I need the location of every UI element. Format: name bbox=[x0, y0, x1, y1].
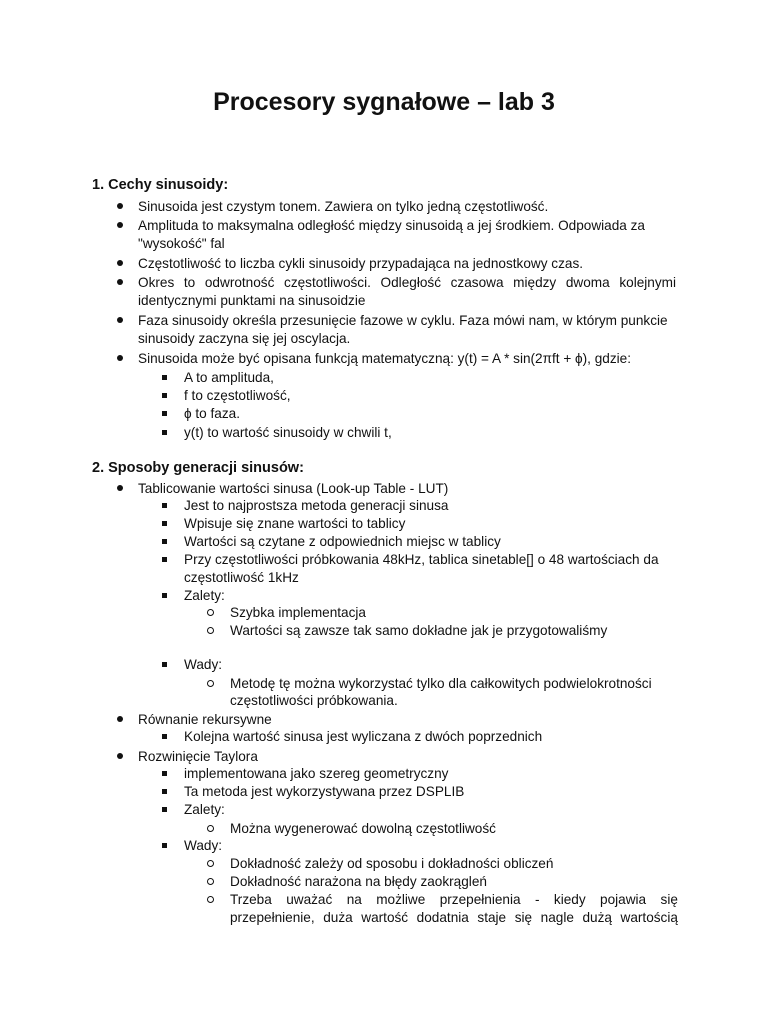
word: kiedy bbox=[553, 892, 586, 907]
bullet-dot bbox=[117, 279, 123, 285]
word: się bbox=[514, 910, 533, 925]
bullet-dot bbox=[117, 317, 123, 323]
sub-sub-list-item-justified bbox=[230, 891, 678, 908]
sub-list-item: Jest to najprostsza metoda generacji sinusa bbox=[184, 498, 449, 513]
sub-list-item: f to częstotliwość, bbox=[184, 388, 291, 403]
bullet-dot bbox=[117, 753, 123, 759]
sub-sub-list-item: Szybka implementacja bbox=[230, 605, 366, 620]
word: duża bbox=[323, 910, 353, 925]
list-item: Sinusoida może być opisana funkcją matematyczną: y(t) = A * sin(2πft + ϕ), gdzie: bbox=[138, 351, 632, 366]
bullet-square bbox=[162, 789, 167, 794]
bullet-square bbox=[162, 430, 167, 435]
sub-list-item: implementowana jako szereg geometryczny bbox=[184, 766, 449, 781]
bullet-circle bbox=[207, 878, 214, 885]
word: Trzeba bbox=[230, 892, 272, 907]
list-item: Amplituda to maksymalna odległość między sinusoidą a jej środkiem. Odpowiada za bbox=[138, 218, 645, 233]
bullet-square bbox=[162, 734, 167, 739]
section-heading-cechy: 1. Cechy sinusoidy: bbox=[92, 177, 229, 193]
list-item-continuation: sinusoidy zaczyna się jej oscylacja. bbox=[138, 331, 351, 346]
sub-list-item: Zalety: bbox=[184, 588, 225, 603]
bullet-dot bbox=[117, 260, 123, 266]
sub-sub-list-item: Dokładność narażona na błędy zaokrągleń bbox=[230, 874, 487, 889]
bullet-square bbox=[162, 411, 167, 416]
sub-list-item: Kolejna wartość sinusa jest wyliczana z dwóch poprzednich bbox=[184, 729, 543, 744]
bullet-square bbox=[162, 843, 167, 848]
sub-list-item-continuation: częstotliwość 1kHz bbox=[184, 570, 299, 585]
sub-sub-list-item: Metodę tę można wykorzystać tylko dla całkowitych podwielokrotności bbox=[230, 676, 652, 691]
bullet-dot bbox=[117, 222, 123, 228]
sub-list-item: Ta metoda jest wykorzystywana przez DSPLIB bbox=[184, 784, 465, 799]
sub-list-item: Wady: bbox=[184, 657, 223, 672]
sub-list-item: Wpisuje się znane wartości to tablicy bbox=[184, 516, 406, 531]
word: dużą bbox=[582, 910, 612, 925]
sub-list-item: ϕ to faza. bbox=[184, 406, 240, 421]
bullet-square bbox=[162, 662, 167, 667]
document-title: Procesory sygnałowe – lab 3 bbox=[213, 88, 555, 116]
list-item-justified: Okres to odwrotność częstotliwości. Odległość czasowa między dwoma kolejnymi bbox=[138, 275, 676, 290]
sub-list-item: Wady: bbox=[184, 838, 223, 853]
word: nagle bbox=[540, 910, 574, 925]
word: przepełnienie, bbox=[230, 910, 315, 925]
word: możliwe bbox=[376, 892, 426, 907]
sub-list-item: A to amplituda, bbox=[184, 370, 274, 385]
word: na bbox=[346, 892, 362, 907]
list-item: Sinusoida jest czystym tonem. Zawiera on tylko jedną częstotliwość. bbox=[138, 199, 549, 214]
word: przepełnienia bbox=[439, 892, 521, 907]
bullet-square bbox=[162, 593, 167, 598]
bullet-dot bbox=[117, 716, 123, 722]
word: pojawia bbox=[600, 892, 647, 907]
section-heading-sposoby: 2. Sposoby generacji sinusów: bbox=[92, 460, 304, 476]
bullet-square bbox=[162, 503, 167, 508]
list-item: Tablicowanie wartości sinusa (Look-up Table - LUT) bbox=[138, 481, 449, 496]
bullet-circle bbox=[207, 609, 214, 616]
word: uważać bbox=[286, 892, 333, 907]
list-item: Rozwinięcie Taylora bbox=[138, 749, 258, 764]
list-item: Faza sinusoidy określa przesunięcie fazowe w cyklu. Faza mówi nam, w którym punkcie bbox=[138, 313, 668, 328]
bullet-square bbox=[162, 539, 167, 544]
sub-sub-list-item: Można wygenerować dowolną częstotliwość bbox=[230, 821, 496, 836]
bullet-dot bbox=[117, 355, 123, 361]
bullet-square bbox=[162, 557, 167, 562]
bullet-square bbox=[162, 521, 167, 526]
bullet-square bbox=[162, 807, 167, 812]
sub-sub-list-item: Wartości są zawsze tak samo dokładne jak je przygotowaliśmy bbox=[230, 623, 608, 638]
word: wartość bbox=[361, 910, 409, 925]
sub-list-item: Przy częstotliwości próbkowania 48kHz, tablica sinetable[] o 48 wartościach da bbox=[184, 552, 659, 567]
list-item-continuation: identycznymi punktami na sinusoidzie bbox=[138, 293, 366, 308]
bullet-dot bbox=[117, 203, 123, 209]
sub-list-item: Wartości są czytane z odpowiednich miejsc w tablicy bbox=[184, 534, 501, 549]
word: dodatnia bbox=[416, 910, 469, 925]
bullet-circle bbox=[207, 896, 214, 903]
word: staje bbox=[477, 910, 507, 925]
word: wartością bbox=[620, 910, 678, 925]
bullet-circle bbox=[207, 680, 214, 687]
list-item: Częstotliwość to liczba cykli sinusoidy przypadająca na jednostkowy czas. bbox=[138, 256, 584, 271]
bullet-circle bbox=[207, 825, 214, 832]
bullet-circle bbox=[207, 860, 214, 867]
word: się bbox=[660, 892, 678, 907]
bullet-square bbox=[162, 393, 167, 398]
sub-list-item: y(t) to wartość sinusoidy w chwili t, bbox=[184, 425, 392, 440]
sub-sub-list-item-justified bbox=[230, 909, 678, 926]
word: - bbox=[534, 892, 540, 907]
sub-sub-list-item: Dokładność zależy od sposobu i dokładności obliczeń bbox=[230, 856, 554, 871]
list-item-continuation: "wysokość" fal bbox=[138, 236, 225, 251]
list-item: Równanie rekursywne bbox=[138, 712, 272, 727]
sub-sub-list-item-continuation: częstotliwości próbkowania. bbox=[230, 693, 398, 708]
bullet-circle bbox=[207, 627, 214, 634]
bullet-dot bbox=[117, 485, 123, 491]
bullet-square bbox=[162, 771, 167, 776]
sub-list-item: Zalety: bbox=[184, 802, 225, 817]
bullet-square bbox=[162, 375, 167, 380]
